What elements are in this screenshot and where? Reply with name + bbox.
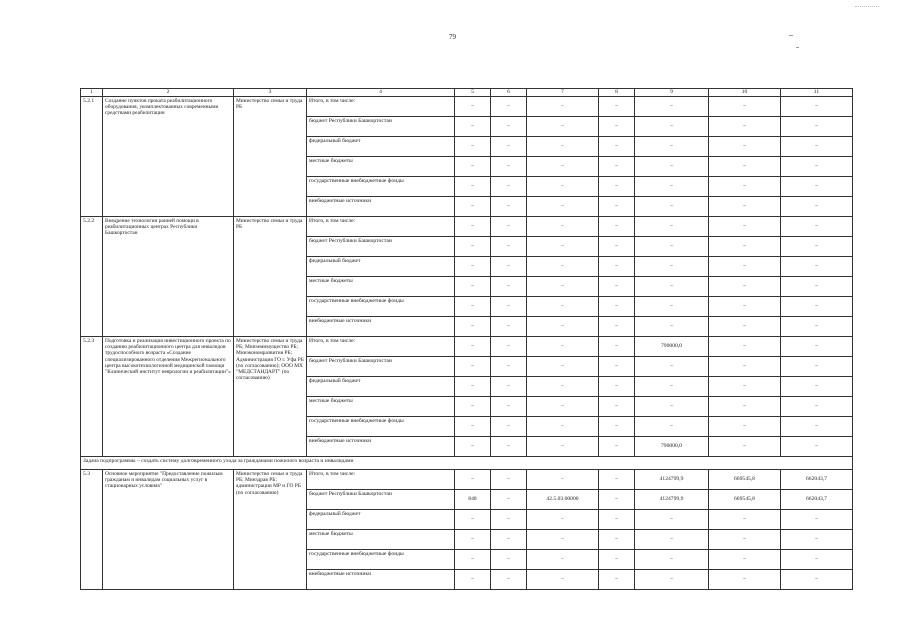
value-cell: –: [491, 97, 527, 117]
value-cell: –: [599, 377, 635, 397]
value-cell: –: [599, 277, 635, 297]
value-cell: –: [599, 117, 635, 137]
item-executor: Министерство семьи и труда РБ; Минздрав РБ; администрации МР и ГО РБ (по согласованию): [234, 470, 307, 590]
value-cell: –: [599, 357, 635, 377]
value-cell: –: [781, 317, 853, 337]
value-cell: –: [599, 177, 635, 197]
value-cell: –: [491, 397, 527, 417]
value-cell: –: [781, 177, 853, 197]
scan-artifact: [855, 6, 879, 7]
value-cell: 848: [455, 490, 491, 510]
value-cell: –: [491, 570, 527, 590]
funding-source: федеральный бюджет: [307, 510, 455, 530]
funding-source: государственные внебюджетные фонды: [307, 177, 455, 197]
value-cell: 790000,0: [635, 337, 709, 357]
value-cell: –: [455, 97, 491, 117]
funding-source: государственные внебюджетные фонды: [307, 550, 455, 570]
value-cell: –: [635, 317, 709, 337]
value-cell: –: [527, 257, 599, 277]
value-cell: –: [455, 277, 491, 297]
funding-source: местные бюджеты: [307, 277, 455, 297]
column-header: 8: [599, 89, 635, 97]
value-cell: –: [527, 237, 599, 257]
funding-source: Итого, в том числе:: [307, 97, 455, 117]
funding-source: бюджет Республики Башкортостан: [307, 117, 455, 137]
value-cell: –: [599, 217, 635, 237]
value-cell: –: [635, 97, 709, 117]
column-header: 6: [491, 89, 527, 97]
value-cell: –: [781, 570, 853, 590]
funding-source: государственные внебюджетные фонды: [307, 417, 455, 437]
value-cell: –: [527, 157, 599, 177]
value-cell: –: [491, 117, 527, 137]
value-cell: –: [635, 357, 709, 377]
value-cell: –: [491, 277, 527, 297]
value-cell: –: [709, 97, 781, 117]
value-cell: –: [599, 337, 635, 357]
value-cell: –: [635, 157, 709, 177]
value-cell: –: [491, 530, 527, 550]
value-cell: –: [455, 357, 491, 377]
value-cell: –: [455, 117, 491, 137]
table-row: [81, 217, 853, 237]
funding-source: внебюджетные источники: [307, 437, 455, 457]
column-header: 9: [635, 89, 709, 97]
value-cell: –: [527, 397, 599, 417]
value-cell: –: [709, 157, 781, 177]
funding-source: бюджет Республики Башкортостан: [307, 237, 455, 257]
value-cell: –: [599, 317, 635, 337]
value-cell: –: [709, 277, 781, 297]
value-cell: –: [599, 490, 635, 510]
value-cell: –: [527, 177, 599, 197]
item-name: Создание пунктов проката реабилитационного оборудования, укомплектованных современными средствами реабилитации: [103, 97, 234, 217]
value-cell: –: [781, 297, 853, 317]
value-cell: –: [635, 137, 709, 157]
value-cell: –: [709, 570, 781, 590]
value-cell: –: [455, 177, 491, 197]
value-cell: –: [709, 257, 781, 277]
value-cell: –: [781, 550, 853, 570]
value-cell: –: [491, 177, 527, 197]
funding-source: местные бюджеты: [307, 157, 455, 177]
value-cell: –: [527, 377, 599, 397]
value-cell: –: [635, 377, 709, 397]
value-cell: –: [527, 470, 599, 490]
value-cell: –: [709, 297, 781, 317]
value-cell: –: [781, 337, 853, 357]
value-cell: –: [781, 397, 853, 417]
value-cell: –: [781, 237, 853, 257]
value-cell: –: [491, 357, 527, 377]
value-cell: –: [455, 530, 491, 550]
value-cell: –: [455, 337, 491, 357]
value-cell: –: [635, 510, 709, 530]
funding-source: внебюджетные источники: [307, 570, 455, 590]
value-cell: –: [781, 277, 853, 297]
funding-source: внебюджетные источники: [307, 197, 455, 217]
value-cell: –: [527, 97, 599, 117]
funding-source: бюджет Республики Башкортостан: [307, 490, 455, 510]
item-code: 5.2.3: [81, 337, 103, 457]
page-number: 79: [449, 33, 456, 41]
value-cell: –: [781, 137, 853, 157]
item-code: 5.3: [81, 470, 103, 590]
value-cell: –: [635, 397, 709, 417]
value-cell: –: [491, 157, 527, 177]
value-cell: –: [709, 137, 781, 157]
value-cell: –: [709, 237, 781, 257]
value-cell: –: [709, 437, 781, 457]
value-cell: 669545,8: [709, 470, 781, 490]
value-cell: –: [599, 437, 635, 457]
value-cell: –: [455, 470, 491, 490]
value-cell: –: [455, 317, 491, 337]
value-cell: –: [635, 570, 709, 590]
value-cell: –: [635, 177, 709, 197]
item-name: Подготовка и реализация инвестиционного проекта по созданию реабилитационного центра для инвалидов трудоспособного возраста «Создание специализированного отделения Межрегионального центра высокотехнологичной медицинской помощи "Клинический институт неврологии и реабилитации"»: [103, 337, 234, 457]
value-cell: –: [491, 550, 527, 570]
value-cell: –: [527, 570, 599, 590]
table-row: [81, 470, 853, 490]
value-cell: –: [455, 550, 491, 570]
value-cell: –: [635, 217, 709, 237]
task-text: Задача подпрограммы – создать систему долговременного ухода за гражданами пожилого возраста и инвалидами: [81, 457, 853, 470]
value-cell: 4124799,9: [635, 490, 709, 510]
header-row: [81, 89, 853, 97]
value-cell: –: [491, 510, 527, 530]
item-executor: Министерство семьи и труда РБ; Минземимущество РБ; Минэкономразвития РБ; Администрация ГО г. Уфа РБ (по согласованию); ООО МХ "МЕДСТАНДАРТ" (по согласованию): [234, 337, 307, 457]
value-cell: –: [635, 197, 709, 217]
item-code: 5.2.1: [81, 97, 103, 217]
value-cell: –: [781, 117, 853, 137]
value-cell: 4124799,9: [635, 470, 709, 490]
value-cell: –: [527, 357, 599, 377]
value-cell: –: [709, 550, 781, 570]
value-cell: –: [455, 297, 491, 317]
item-executor: Министерство семьи и труда РБ: [234, 217, 307, 337]
column-header: 5: [455, 89, 491, 97]
column-header: 3: [234, 89, 307, 97]
value-cell: –: [455, 510, 491, 530]
funding-source: Итого, в том числе:: [307, 337, 455, 357]
value-cell: 790000,0: [635, 437, 709, 457]
value-cell: –: [781, 157, 853, 177]
value-cell: –: [599, 137, 635, 157]
value-cell: –: [491, 377, 527, 397]
value-cell: –: [455, 437, 491, 457]
value-cell: –: [709, 357, 781, 377]
value-cell: –: [709, 317, 781, 337]
value-cell: –: [491, 337, 527, 357]
value-cell: –: [709, 177, 781, 197]
value-cell: –: [781, 510, 853, 530]
value-cell: –: [599, 237, 635, 257]
table-row: [81, 337, 853, 357]
value-cell: –: [709, 197, 781, 217]
value-cell: 662043,7: [781, 490, 853, 510]
value-cell: –: [491, 197, 527, 217]
value-cell: –: [635, 297, 709, 317]
value-cell: –: [527, 510, 599, 530]
value-cell: –: [781, 530, 853, 550]
column-header: 4: [307, 89, 455, 97]
value-cell: –: [455, 137, 491, 157]
value-cell: –: [491, 137, 527, 157]
value-cell: –: [455, 397, 491, 417]
value-cell: –: [599, 197, 635, 217]
value-cell: –: [599, 470, 635, 490]
value-cell: –: [491, 317, 527, 337]
value-cell: –: [709, 337, 781, 357]
funding-source: бюджет Республики Башкортостан: [307, 357, 455, 377]
value-cell: –: [599, 417, 635, 437]
column-header: 7: [527, 89, 599, 97]
value-cell: –: [491, 490, 527, 510]
column-header: 10: [709, 89, 781, 97]
task-row: [81, 457, 853, 470]
value-cell: –: [599, 530, 635, 550]
value-cell: –: [635, 237, 709, 257]
value-cell: –: [527, 317, 599, 337]
value-cell: 42.5.03.00000: [527, 490, 599, 510]
item-name: Основное мероприятие "Предоставление пожилым гражданам и инвалидам социальных услуг в стационарных условиях": [103, 470, 234, 590]
scan-artifact: [796, 47, 799, 48]
value-cell: –: [709, 217, 781, 237]
item-name: Внедрение технологии ранней помощи в реабилитационных центрах Республики Башкортостан: [103, 217, 234, 337]
column-header: 1: [81, 89, 103, 97]
value-cell: –: [455, 257, 491, 277]
funding-source: Итого, в том числе:: [307, 470, 455, 490]
value-cell: –: [455, 237, 491, 257]
value-cell: –: [491, 297, 527, 317]
value-cell: –: [635, 417, 709, 437]
value-cell: –: [781, 417, 853, 437]
value-cell: –: [599, 97, 635, 117]
value-cell: –: [635, 530, 709, 550]
funding-source: федеральный бюджет: [307, 257, 455, 277]
item-code: 5.2.2: [81, 217, 103, 337]
value-cell: –: [527, 530, 599, 550]
item-executor: Министерство семьи и труда РБ: [234, 97, 307, 217]
column-header: 11: [781, 89, 853, 97]
table-row: [81, 97, 853, 117]
value-cell: –: [709, 530, 781, 550]
value-cell: –: [599, 257, 635, 277]
value-cell: –: [709, 117, 781, 137]
value-cell: –: [635, 257, 709, 277]
value-cell: –: [455, 217, 491, 237]
value-cell: –: [491, 417, 527, 437]
funding-source: федеральный бюджет: [307, 377, 455, 397]
value-cell: –: [491, 217, 527, 237]
value-cell: –: [527, 437, 599, 457]
value-cell: –: [635, 277, 709, 297]
value-cell: –: [781, 257, 853, 277]
funding-source: Итого, в том числе:: [307, 217, 455, 237]
value-cell: –: [709, 377, 781, 397]
value-cell: –: [527, 217, 599, 237]
value-cell: –: [781, 377, 853, 397]
value-cell: –: [635, 550, 709, 570]
value-cell: –: [455, 377, 491, 397]
value-cell: –: [599, 157, 635, 177]
value-cell: –: [781, 357, 853, 377]
value-cell: –: [527, 297, 599, 317]
value-cell: –: [455, 417, 491, 437]
value-cell: –: [781, 437, 853, 457]
value-cell: –: [709, 510, 781, 530]
value-cell: –: [527, 550, 599, 570]
value-cell: –: [781, 197, 853, 217]
value-cell: 662043,7: [781, 470, 853, 490]
value-cell: –: [599, 510, 635, 530]
funding-source: внебюджетные источники: [307, 317, 455, 337]
scan-artifact: [789, 35, 793, 36]
value-cell: –: [709, 397, 781, 417]
value-cell: –: [635, 117, 709, 137]
value-cell: –: [599, 297, 635, 317]
financing-table: [80, 88, 853, 590]
column-header: 2: [103, 89, 234, 97]
value-cell: –: [781, 217, 853, 237]
value-cell: –: [599, 550, 635, 570]
value-cell: –: [455, 157, 491, 177]
value-cell: –: [491, 437, 527, 457]
funding-source: федеральный бюджет: [307, 137, 455, 157]
value-cell: –: [527, 337, 599, 357]
value-cell: –: [491, 237, 527, 257]
value-cell: –: [709, 417, 781, 437]
value-cell: –: [527, 277, 599, 297]
value-cell: –: [527, 417, 599, 437]
value-cell: –: [527, 137, 599, 157]
value-cell: –: [527, 117, 599, 137]
value-cell: –: [491, 470, 527, 490]
funding-source: местные бюджеты: [307, 397, 455, 417]
value-cell: –: [599, 570, 635, 590]
value-cell: –: [781, 97, 853, 117]
value-cell: –: [527, 197, 599, 217]
value-cell: –: [455, 570, 491, 590]
funding-source: государственные внебюджетные фонды: [307, 297, 455, 317]
funding-source: местные бюджеты: [307, 530, 455, 550]
value-cell: –: [599, 397, 635, 417]
value-cell: 669545,8: [709, 490, 781, 510]
value-cell: –: [491, 257, 527, 277]
value-cell: –: [455, 197, 491, 217]
